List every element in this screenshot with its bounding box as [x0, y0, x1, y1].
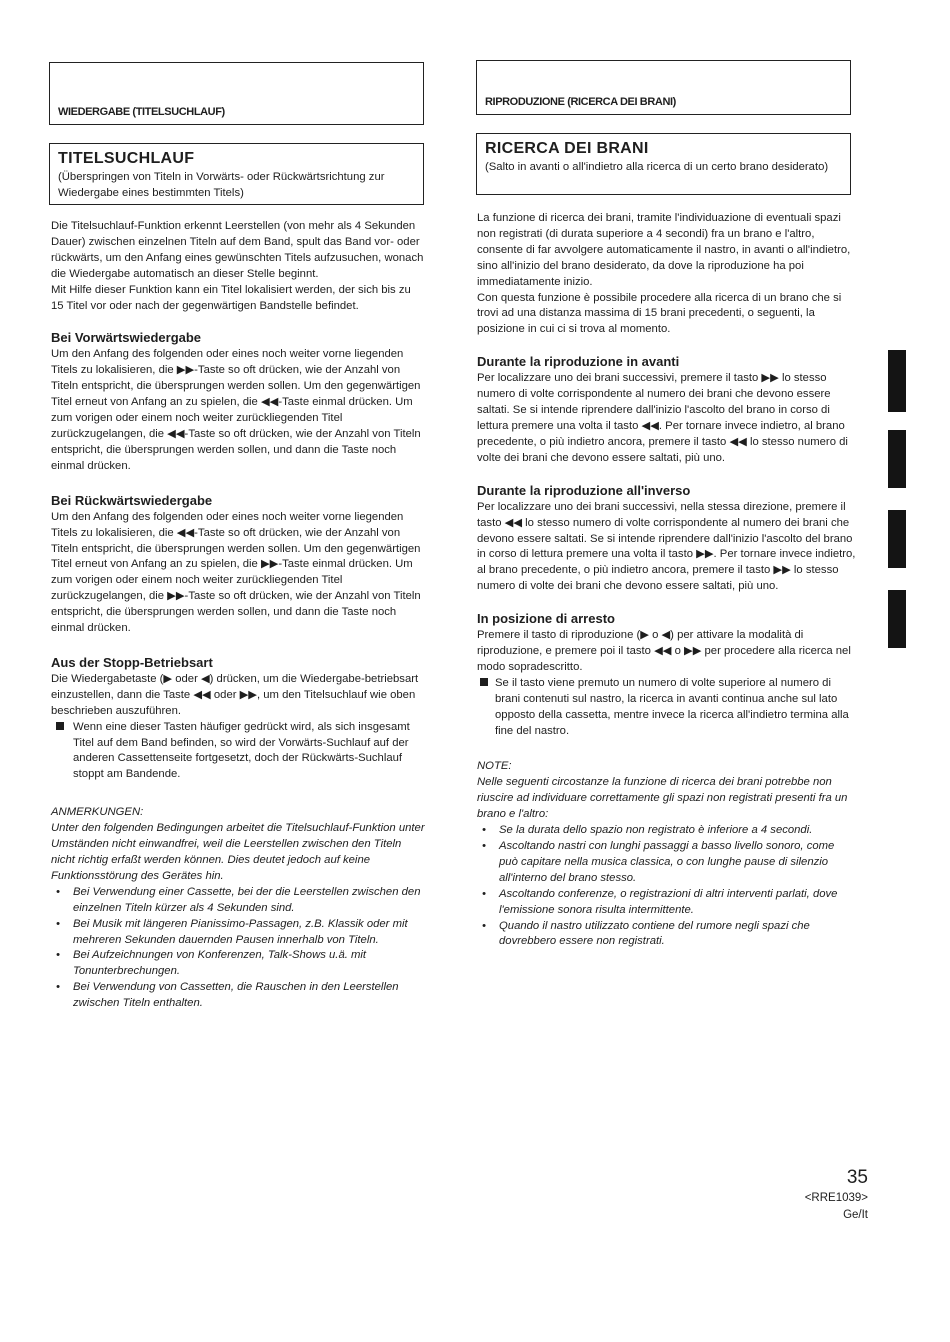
left-section-stop-body: Die Wiedergabetaste (▶ oder ◀) drücken, um die Wiedergabe-betriebsart einzustellen, dann die Taste ◀◀ oder ▶▶, um den Titelsuchlauf wie oben beschrieben auszuführen. [51, 672, 419, 717]
square-bullet-icon [480, 676, 488, 692]
right-title-box [476, 133, 851, 195]
right-notes-intro: Nelle seguenti circostanze la funzione di ricerca dei brani potrebbe non riuscire ad individuare correttamente gli spazi non registrati presenti fra un brano e l'altro: [477, 776, 848, 821]
left-note-item [51, 917, 426, 949]
right-section-reverse-heading: Durante la riproduzione all'inverso [477, 482, 691, 498]
left-note-item [51, 885, 426, 917]
right-section-forward-body: Per localizzare uno dei brani successivi, premere il tasto ▶▶ lo stesso numero di volte corrispondente al numero dei brani che devono essere saltati. Se si intende riprendere dall'inizio l'ascolto del brano in corso di lettura premere una volta il tasto ◀◀. Per tornare invece indietro, al brano precedente, o più indietro ancora, premere il tasto ◀◀ lo stesso numero di volte dei brani che devono essere saltati, più uno. [477, 372, 848, 464]
left-notes-intro: Unter den folgenden Bedingungen arbeitet die Titelsuchlauf-Funktion unter Umständen nicht einwandfrei, weil die Leerstellen zwischen den Titeln nicht richtig erfaßt werden können. Dies deutet jedoch auf keine Funktionsstörung des Gerätes hin. [51, 822, 425, 882]
right-note-item [477, 823, 856, 839]
bullet-icon: • [56, 981, 60, 994]
left-title-box [49, 143, 424, 205]
square-bullet-icon [56, 720, 64, 736]
right-section-header-box [476, 60, 851, 115]
thumb-tab [888, 590, 906, 648]
left-title: TITELSUCHLAUF [58, 150, 195, 167]
right-note-item [477, 887, 856, 919]
right-stop-note [477, 676, 856, 740]
right-note-item [477, 839, 856, 887]
bullet-icon: • [56, 949, 60, 962]
page-number: 35 [846, 1167, 868, 1188]
right-intro-2: Con questa funzione è possibile procedere alla ricerca di un brano che si trovi ad una distanza massima di 15 brani precedenti, o seguenti, la posizione in cui ci si trova al momento. [477, 291, 842, 336]
bullet-icon: • [482, 840, 486, 852]
right-section-stop-body: Premere il tasto di riproduzione (▶ o ◀) per attivare la modalità di riproduzione, e premere poi il tasto ◀◀ o ▶▶ per procedere alla ricerca nel modo sopradescritto. [477, 629, 851, 673]
left-notes-heading: ANMERKUNGEN: [51, 806, 144, 819]
left-note-item [51, 980, 426, 1012]
right-note-text: Quando il nastro utilizzato contiene del rumore negli spazi che dovrebbero essere non registrati. [499, 919, 810, 948]
left-note-item [51, 948, 426, 980]
right-section-forward-heading: Durante la riproduzione in avanti [477, 354, 680, 370]
right-column [477, 211, 856, 950]
right-intro-1: La funzione di ricerca dei brani, tramite l'individuazione di eventuali spazi non registrati (di durata superiore a 4 secondi) fra un brano e l'altro, consente di far avvolgere automaticamente il nastro, in avanti o all'indietro, sino all'inizio del brano desiderato, da dove la riproduzione ha poi immediatamente inizio. [477, 212, 851, 288]
left-section-forward-body: Um den Anfang des folgenden oder eines noch weiter vorne liegenden Titels zu lokalisieren, die ▶▶-Taste so oft drücken, wie der Anzahl von Titeln entspricht, die übersprungen werden sollen. Um den gegenwärtigen Titel erneut von Anfang an zu spielen, die ◀◀-Taste einmal drücken. Um zum vorigen oder einem noch weiter zurückliegenden Titel zurückzugelangen, die ◀◀-Taste so oft drücken, wie der Anzahl von Titeln entspricht, die übersprungen werden sollen, und dann die Taste noch einmal drücken. [51, 348, 421, 472]
left-note-text: Bei Verwendung einer Cassette, bei der die Leerstellen zwischen den einzelnen Titeln kürzer als 4 Sekunden sind. [73, 885, 421, 914]
left-note-text: Bei Musik mit längeren Pianissimo-Passagen, z.B. Klassik oder mit mehreren Sekunden dauernden Pausen innerhalb von Titeln. [73, 917, 408, 946]
bullet-icon: • [482, 824, 486, 837]
left-stop-note [51, 720, 426, 784]
right-section-header: RIPRODUZIONE (RICERCA DEI BRANI) [485, 96, 676, 108]
left-note-text: Bei Verwendung von Cassetten, die Rauschen in den Leerstellen zwischen Titeln enthalten. [73, 981, 399, 1010]
left-stop-note-text: Wenn eine dieser Tasten häufiger gedrückt wird, als sich insgesamt Titel auf dem Band befinden, so wird der Vorwärts-Suchlauf auf der anderen Cassettenseite fortgesetzt, doch der Rückwärts-Suchlauf stoppt am Bandende. [73, 720, 410, 781]
bullet-icon: • [56, 917, 60, 930]
left-section-reverse-heading: Bei Rückwärtswiedergabe [51, 492, 213, 508]
thumb-tab [888, 350, 906, 412]
thumb-tab [888, 510, 906, 568]
right-stop-note-text: Se il tasto viene premuto un numero di volte superiore al numero di brani contenuti sul nastro, la ricerca in avanti continua anche sul lato opposto della cassetta, mentre invece la ricerca all'indietro termina alla fine del nastro. [495, 676, 849, 737]
thumb-tab [888, 430, 906, 488]
document-code: <RRE1039> [804, 1192, 868, 1204]
bullet-icon: • [482, 887, 486, 900]
left-column [51, 219, 426, 1012]
right-section-reverse-body: Per localizzare uno dei brani successivi, nella stessa direzione, premere il tasto ◀◀ lo stesso numero di volte corrispondente al numero dei brani che devono essere saltati. Se si intende riprendere dall'inizio l'ascolto del brano in corso di lettura premere una volta il tasto ▶▶. Per tornare invece indietro, al brano precedente, o più indietro ancora, premere il tasto ▶▶ lo stesso numero di volte dei brani che devono essere saltati, più uno. [477, 500, 856, 593]
left-intro-2: Mit Hilfe dieser Funktion kann ein Titel lokalisiert werden, der sich bis zu 15 Titel vor oder nach der gegenwärtigen Bandstelle befindet. [51, 283, 411, 312]
left-subtitle: (Überspringen von Titeln in Vorwärts- oder Rückwärtsrichtung zur Wiedergabe eines bestimmten Titels) [58, 171, 385, 199]
right-note-item [477, 919, 856, 951]
left-section-reverse-body: Um den Anfang des folgenden oder eines noch weiter vorne liegenden Titels zu lokalisieren, die ◀◀-Taste so oft drücken, wie der Anzahl von Titeln entspricht, die übersprungen werden sollen. Um den gegenwärtigen Titel erneut von Anfang an zu spielen, die ▶▶-Taste einmal drücken. Um zum vorigen oder einem noch weiter zurückliegenden Titel zurückzugelangen, die ▶▶-Taste so oft drücken, wie der Anzahl von Titeln entspricht, die übersprungen werden sollen, und dann die Taste noch einmal drücken. [51, 510, 421, 635]
left-section-stop-heading: Aus der Stopp-Betriebsart [51, 654, 213, 670]
left-section-header-box [49, 62, 424, 125]
bullet-icon: • [56, 885, 60, 898]
right-note-text: Ascoltando nastri con lunghi passaggi a basso livello sonoro, come può capitare nella musica classica, o con lunghe pause di silenzio all'interno del brano stesso. [499, 840, 835, 884]
right-section-stop-heading: In posizione di arresto [477, 611, 615, 627]
left-section-header: WIEDERGABE (TITELSUCHLAUF) [58, 106, 225, 118]
right-notes-heading: NOTE: [477, 760, 512, 773]
right-subtitle: (Salto in avanti o all'indietro alla ricerca di un certo brano desiderato) [485, 161, 829, 173]
right-note-text: Se la durata dello spazio non registrato è inferiore a 4 secondi. [499, 824, 813, 837]
left-note-text: Bei Aufzeichnungen von Konferenzen, Talk-Shows u.ä. mit Tonunterbrechungen. [73, 949, 367, 978]
right-title: RICERCA DEI BRANI [485, 140, 649, 157]
right-note-text: Ascoltando conferenze, o registrazioni di altri interventi parlati, dove l'emissione sonora risulta intermittente. [499, 887, 838, 916]
left-section-forward-heading: Bei Vorwärtswiedergabe [51, 330, 202, 346]
left-intro-1: Die Titelsuchlauf-Funktion erkennt Leerstellen (von mehr als 4 Sekunden Dauer) zwischen einzelnen Titeln auf dem Band, spult das Band vor- oder rückwärts, um den Anfang eines gewünschten Titels aufzusuchen, wonach die Wiedergabe automatisch an dieser Stelle beginnt. [51, 220, 424, 280]
language-code: Ge/It [843, 1209, 868, 1221]
bullet-icon: • [482, 919, 486, 932]
